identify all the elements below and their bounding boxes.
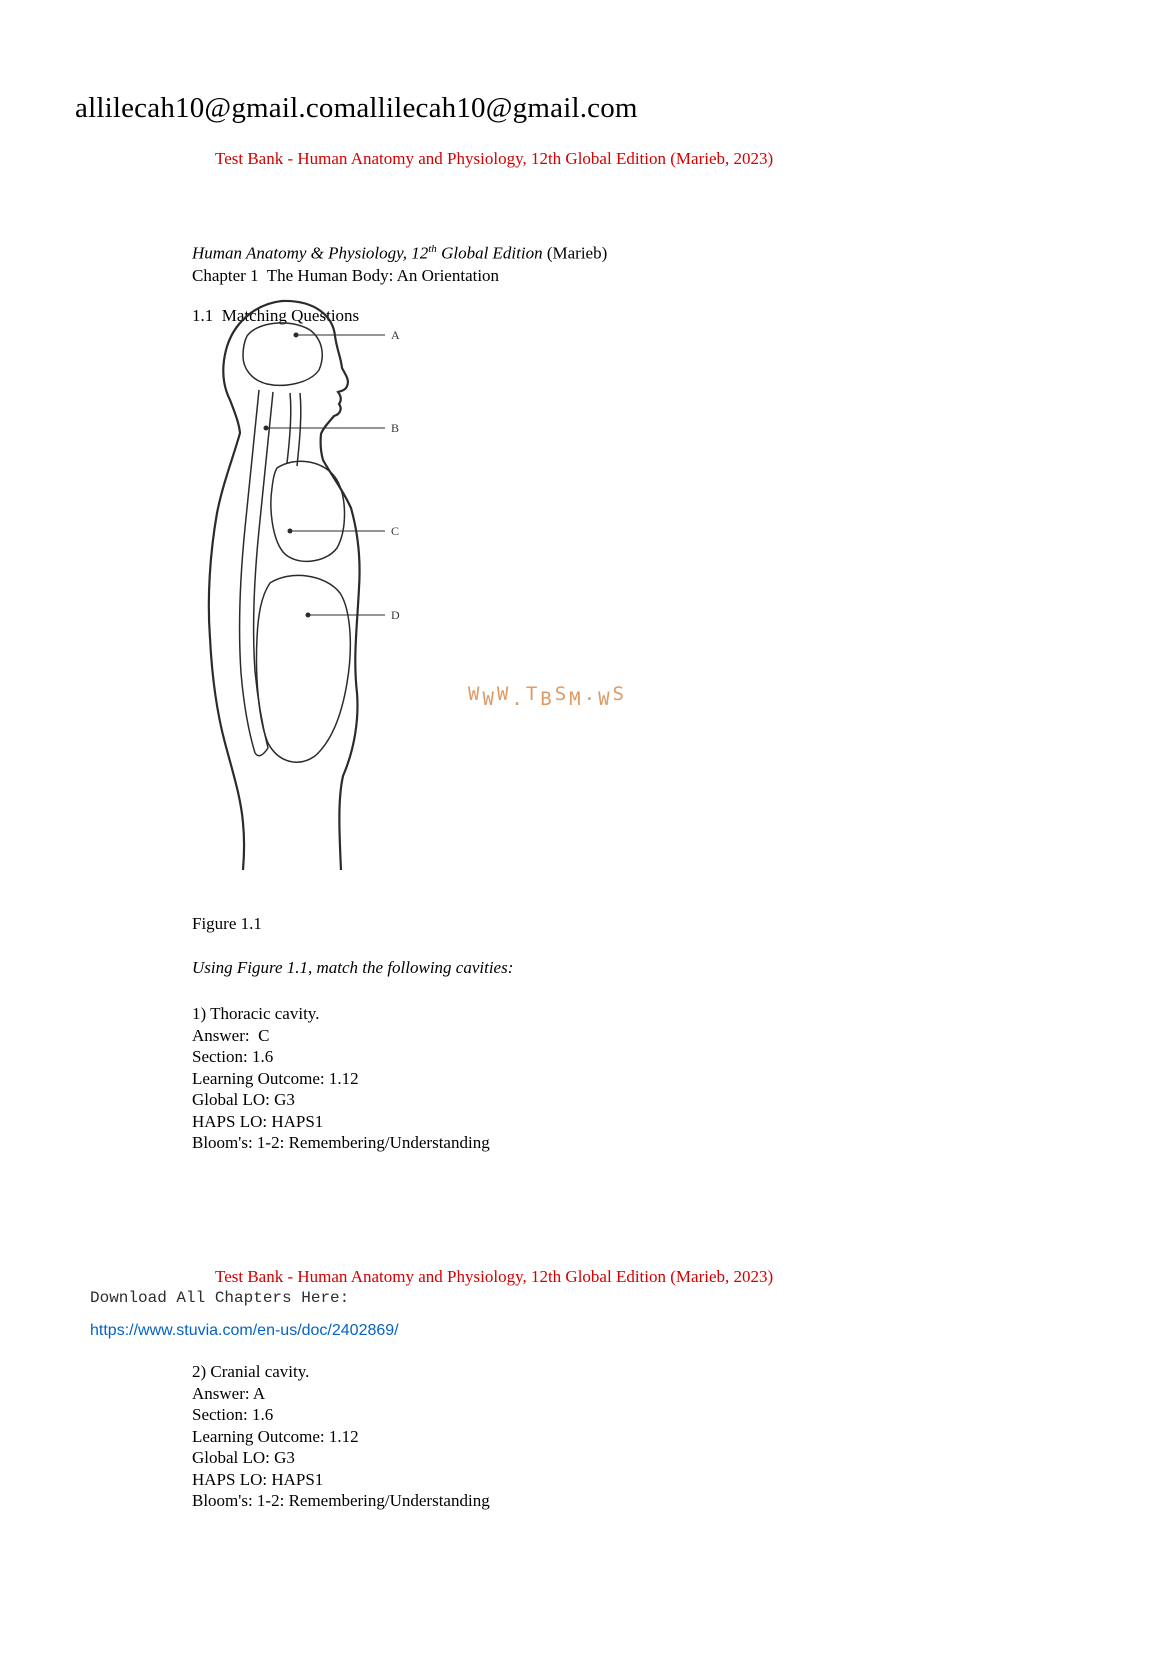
book-title-italic-1: Human Anatomy & Physiology, 12 [192, 243, 429, 263]
section-line: Section: 1.6 [192, 1047, 274, 1066]
watermark: WWW.TBSM.WS [468, 683, 627, 710]
global-lo-line: Global LO: G3 [192, 1090, 295, 1109]
testbank-banner-top: Test Bank - Human Anatomy and Physiology, 12th Global Edition (Marieb, 2023) [215, 149, 774, 168]
question-text: 1) Thoracic cavity. [192, 1004, 320, 1023]
email-header: allilecah10@gmail.comallilecah10@gmail.com [75, 92, 638, 124]
chapter-heading: Chapter 1 The Human Body: An Orientation [192, 265, 500, 285]
neck-channel-back [297, 393, 301, 466]
abdominopelvic-cavity-outline [256, 575, 350, 762]
figure-label-d: D [391, 608, 400, 622]
question-block-1 [192, 1003, 490, 1154]
learning-outcome-line: Learning Outcome: 1.12 [192, 1068, 359, 1088]
vertebral-canal-end [255, 748, 268, 756]
cranial-cavity-outline [243, 323, 322, 385]
learning-outcome-line: Learning Outcome: 1.12 [192, 1426, 359, 1446]
answer-line: Answer: A [192, 1383, 266, 1403]
blooms-line: Bloom's: 1-2: Remembering/Understanding [192, 1133, 490, 1152]
stuvia-download-link[interactable]: https://www.stuvia.com/en-us/doc/2402869/ [90, 1322, 399, 1339]
figure-label-b: B [391, 421, 400, 435]
testbank-banner-bottom: Test Bank - Human Anatomy and Physiology, 12th Global Edition (Marieb, 2023) [215, 1267, 774, 1286]
body-cavities-figure [195, 298, 645, 883]
book-title-author: (Marieb) [542, 243, 608, 263]
global-lo-line: Global LO: G3 [192, 1448, 295, 1467]
download-all-chapters-label: Download All Chapters Here: [90, 1289, 350, 1307]
book-title-line [192, 238, 607, 265]
book-title-block [192, 238, 607, 287]
answer-line: Answer: C [192, 1025, 270, 1045]
book-title-italic-2: Global Edition [436, 243, 543, 263]
haps-lo-line: HAPS LO: HAPS1 [192, 1111, 324, 1131]
figure-label-c: C [391, 524, 400, 538]
blooms-line: Bloom's: 1-2: Remembering/Understanding [192, 1491, 490, 1510]
section-heading: 1.1 Matching Questions [192, 306, 360, 325]
section-line: Section: 1.6 [192, 1405, 274, 1424]
question-text: 2) Cranial cavity. [192, 1362, 310, 1381]
matching-instruction: Using Figure 1.1, match the following cavities: [192, 958, 514, 977]
vertebral-canal-inner-line [254, 392, 273, 748]
body-outline [209, 301, 360, 870]
figure-caption: Figure 1.1 [192, 914, 262, 933]
question-block-2 [192, 1361, 490, 1512]
haps-lo-line: HAPS LO: HAPS1 [192, 1469, 324, 1489]
book-title-superscript: th [428, 243, 437, 255]
figure-label-a: A [391, 328, 400, 342]
